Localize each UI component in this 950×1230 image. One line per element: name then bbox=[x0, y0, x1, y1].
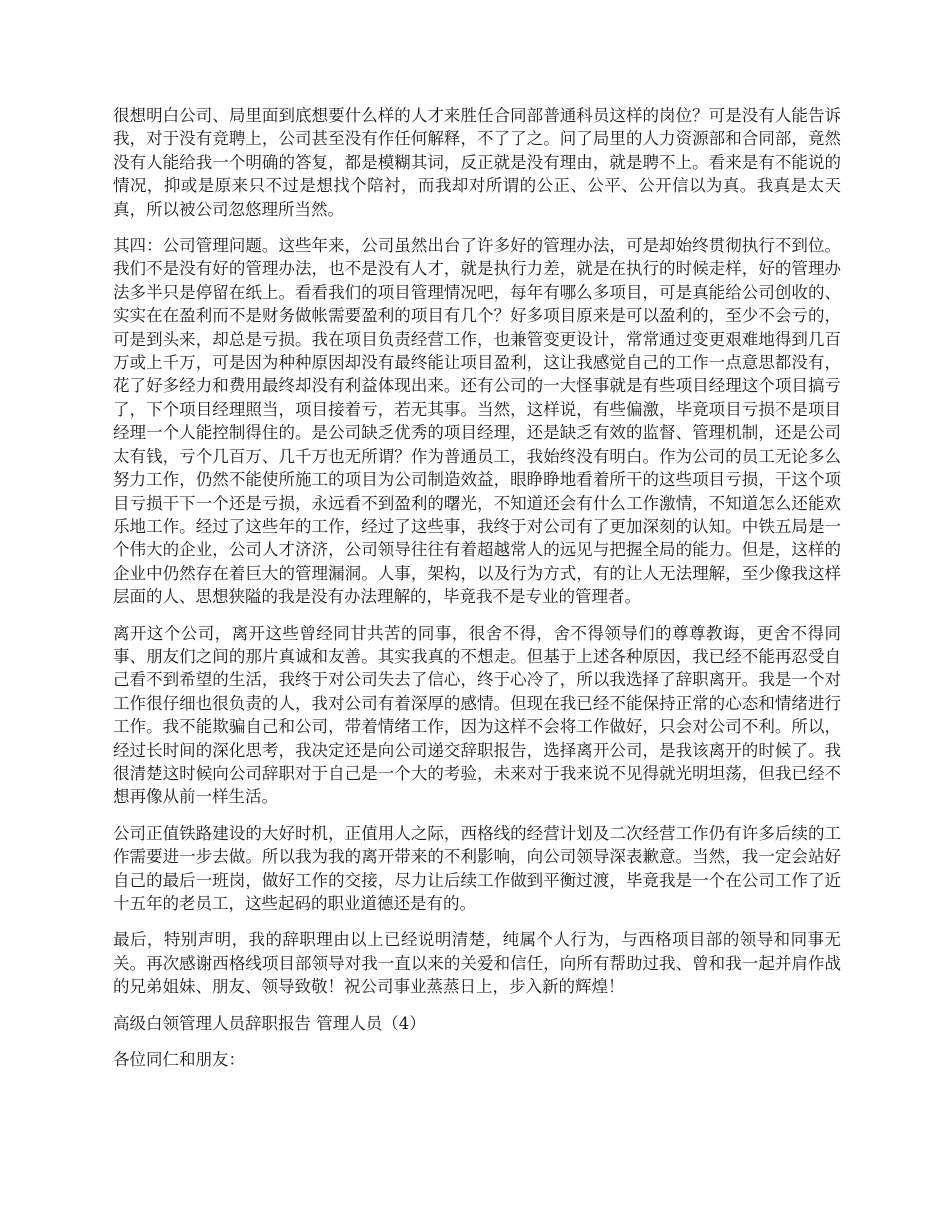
document-body bbox=[113, 104, 841, 1084]
paragraph-1: 很想明白公司、局里面到底想要什么样的人才来胜任合同部普通科员这样的岗位？可是没有人能告诉我，对于没有竞聘上，公司甚至没有作任何解释，不了了之。问了局里的人力资源部和合同部，竟然没有人能给我一个明确的答复，都是模糊其词，反正就是没有理由，就是聘不上。看来是有不能说的情况，抑或是原来只不过是想找个陪衬，而我却对所谓的公正、公平、公开信以为真。我真是太天真，所以被公司忽悠理所当然。 bbox=[113, 106, 841, 219]
paragraph-4: 公司正值铁路建设的大好时机，正值用人之际，西格线的经营计划及二次经营工作仍有许多后续的工作需要进一步去做。所以我为我的离开带来的不利影响，向公司领导深表歉意。当然，我一定会站好自己的最后一班岗，做好工作的交接，尽力让后续工作做到平衡过渡，毕竟我是一个在公司工作了近十五年的老员工，这些起码的职业道德还是有的。 bbox=[113, 823, 841, 913]
salutation: 各位同仁和朋友： bbox=[113, 1050, 245, 1070]
paragraph-5: 最后，特别声明，我的辞职理由以上已经说明清楚，纯属个人行为，与西格项目部的领导和同事无关。再次感谢西格线项目部领导对我一直以来的关爱和信任，向所有帮助过我、曾和我一起并肩作战的兄弟姐妹、朋友、领导致敬！祝公司事业蒸蒸日上，步入新的辉煌！ bbox=[113, 930, 841, 997]
section-heading: 高级白领管理人员辞职报告 管理人员（4） bbox=[113, 1013, 426, 1033]
paragraph-2: 其四：公司管理问题。这些年来，公司虽然出台了许多好的管理办法，可是却始终贯彻执行不到位。我们不是没有好的管理办法，也不是没有人才，就是执行力差，就是在执行的时候走样，好的管理办法多半只是停留在纸上。看看我们的项目管理情况吧，每年有哪么多项目，可是真能给公司创收的、实实在在盈利而不是财务做帐需要盈利的项目有几个？好多项目原来是可以盈利的，至少不会亏的，可是到头来，却总是亏损。我在项目负责经营工作，也兼管变更设计，常常通过变更艰难地得到几百万或上千万，可是因为种种原因却没有最终能让项目盈利，这让我感觉自己的工作一点意思都没有，花了好多经力和费用最终却没有利益体现出来。还有公司的一大怪事就是有些项目经理这个项目搞亏了，下个项目经理照当，项目接着亏，若无其事。当然，这样说，有些偏激，毕竟项目亏损不是项目经理一个人能控制得住的。是公司缺乏优秀的项目经理，还是缺乏有效的监督、管理机制，还是公司太有钱，亏个几百万、几千万也无所谓？作为普通员工，我始终没有明白。作为公司的员工无论多么努力工作，仍然不能使所施工的项目为公司制造效益，眼睁睁地看着所干的这些项目亏损，干这个项目亏损干下一个还是亏损，永远看不到盈利的曙光，不知道还会有什么工作激情，不知道怎么还能欢乐地工作。经过了这些年的工作，经过了这些事，我终于对公司有了更加深刻的认知。中铁五局是一个伟大的企业，公司人才济济，公司领导往往有着超越常人的远见与把握全局的能力。但是，这样的企业中仍然存在着巨大的管理漏洞。人事，架构，以及行为方式，有的让人无法理解，至少像我这样层面的人、思想狭隘的我是没有办法理解的，毕竟我不是专业的管理者。 bbox=[113, 236, 841, 607]
paragraph-3: 离开这个公司，离开这些曾经同甘共苦的同事，很舍不得，舍不得领导们的尊尊教诲，更舍不得同事、朋友们之间的那片真诚和友善。其实我真的不想走。但基于上述各种原因，我已经不能再忍受自己看不到希望的生活，我终于对公司失去了信心，终于心冷了，所以我选择了辞职离开。我是一个对工作很仔细也很负责的人，我对公司有着深厚的感情。但现在我已经不能保持正常的心态和情绪进行工作。我不能欺骗自己和公司，带着情绪工作，因为这样不会将工作做好，只会对公司不利。所以，经过长时间的深化思考，我决定还是向公司递交辞职报告，选择离开公司，是我该离开的时候了。我很清楚这时候向公司辞职对于自己是一个大的考验，未来对于我来说不见得就光明坦荡，但我已经不想再像从前一样生活。 bbox=[113, 623, 841, 807]
